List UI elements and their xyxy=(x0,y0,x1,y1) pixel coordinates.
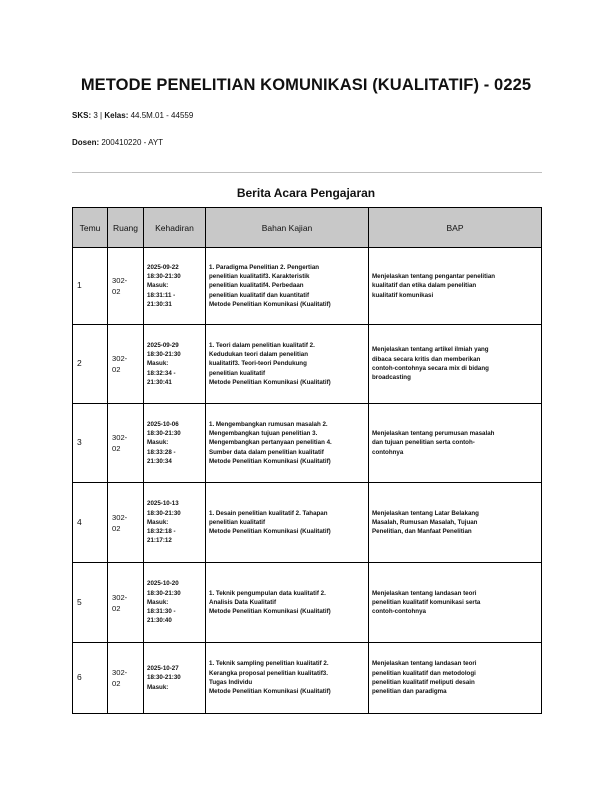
kehadiran-cell: 2025-09-22 18:30-21:30 Masuk: 18:31:11 - 21:30:31 xyxy=(144,248,206,325)
kehadiran-cell: 2025-10-06 18:30-21:30 Masuk: 18:33:28 - 21:30:34 xyxy=(144,404,206,483)
ruang-cell: 302- 02 xyxy=(108,563,144,643)
temu-cell: 6 xyxy=(73,643,108,714)
bahan-kajian-cell: 1. Teknik pengumpulan data kualitatif 2. Analisis Data Kualitatif Metode Penelitian Komunikasi (Kualitatif) xyxy=(206,563,369,643)
bap-cell: Menjelaskan tentang pengantar penelitian kualitatif dan etika dalam penelitian kualitatif komunikasi xyxy=(369,248,542,325)
table-row xyxy=(73,563,542,643)
sks-label: SKS: xyxy=(72,111,92,120)
bahan-kajian-cell: 1. Teori dalam penelitian kualitatif 2. Kedudukan teori dalam penelitian kualitatif3. Teori-teori Pendukung penelitian kualitatif Metode Penelitian Komunikasi (Kualitatif) xyxy=(206,325,369,404)
temu-cell: 2 xyxy=(73,325,108,404)
kelas-value: 44.5M.01 - 44559 xyxy=(130,111,194,120)
temu-cell: 3 xyxy=(73,404,108,483)
table-row xyxy=(73,248,542,325)
ruang-cell: 302- 02 xyxy=(108,404,144,483)
bap-cell: Menjelaskan tentang artikel ilmiah yang dibaca secara kritis dan memberikan contoh-contohnya secara mix di bidang broadcasting xyxy=(369,325,542,404)
ruang-cell: 302- 02 xyxy=(108,325,144,404)
sks-value: 3 | xyxy=(93,111,105,120)
ruang-cell: 302- 02 xyxy=(108,248,144,325)
kehadiran-cell: 2025-10-13 18:30-21:30 Masuk: 18:32:18 - 21:17:12 xyxy=(144,483,206,563)
header-kehadiran: Kehadiran xyxy=(144,208,206,248)
table-row xyxy=(73,404,542,483)
table-row xyxy=(73,483,542,563)
header-temu: Temu xyxy=(73,208,108,248)
ruang-cell: 302- 02 xyxy=(108,483,144,563)
bap-cell: Menjelaskan tentang landasan teori penelitian kualitatif komunikasi serta contoh-contohnya xyxy=(369,563,542,643)
kehadiran-cell: 2025-10-20 18:30-21:30 Masuk: 18:31:30 - 21:30:40 xyxy=(144,563,206,643)
course-meta xyxy=(72,111,193,120)
kelas-label: Kelas: xyxy=(104,111,129,120)
bahan-kajian-cell: 1. Teknik sampling penelitian kualitatif 2. Kerangka proposal penelitian kualitatif3. Tugas Individu Metode Penelitian Komunikasi (Kualitatif) xyxy=(206,643,369,714)
bahan-kajian-cell: 1. Paradigma Penelitian 2. Pengertian penelitian kualitatif3. Karakteristik penelitian kualitatif4. Perbedaan penelitian kualitatif dan kuantitatif Metode Penelitian Komunikasi (Kualitatif) xyxy=(206,248,369,325)
dosen-label: Dosen: xyxy=(72,138,100,147)
kehadiran-cell: 2025-09-29 18:30-21:30 Masuk: 18:32:34 - 21:30:41 xyxy=(144,325,206,404)
dosen-value: 200410220 - AYT xyxy=(101,138,164,147)
table-row xyxy=(73,325,542,404)
temu-cell: 4 xyxy=(73,483,108,563)
section-title: Berita Acara Pengajaran xyxy=(236,186,376,200)
bap-cell: Menjelaskan tentang landasan teori penelitian kualitatif dan metodologi penelitian kualitatif meliputi desain penelitian dan paradigma xyxy=(369,643,542,714)
bap-cell: Menjelaskan tentang Latar Belakang Masalah, Rumusan Masalah, Tujuan Penelitian, dan Manfaat Penelitian xyxy=(369,483,542,563)
page-title: METODE PENELITIAN KOMUNIKASI (KUALITATIF) - 0225 xyxy=(80,76,532,94)
header-bap: BAP xyxy=(369,208,542,248)
kehadiran-cell: 2025-10-27 18:30-21:30 Masuk: xyxy=(144,643,206,714)
temu-cell: 1 xyxy=(73,248,108,325)
teaching-record-table xyxy=(72,207,542,714)
bahan-kajian-cell: 1. Desain penelitian kualitatif 2. Tahapan penelitian kualitatif Metode Penelitian Komunikasi (Kualitatif) xyxy=(206,483,369,563)
header-bahan-kajian: Bahan Kajian xyxy=(206,208,369,248)
table-row xyxy=(73,643,542,714)
temu-cell: 5 xyxy=(73,563,108,643)
bap-cell: Menjelaskan tentang perumusan masalah dan tujuan penelitian serta contoh- contohnya xyxy=(369,404,542,483)
lecturer-meta xyxy=(72,138,163,147)
table-header-row xyxy=(73,208,542,248)
divider xyxy=(72,172,542,173)
header-ruang: Ruang xyxy=(108,208,144,248)
bahan-kajian-cell: 1. Mengembangkan rumusan masalah 2. Mengembangkan tujuan penelitian 3. Mengembangkan pertanyaan penelitian 4. Sumber data dalam penelitian kualitatif Metode Penelitian Komunikasi (Kualitatif) xyxy=(206,404,369,483)
ruang-cell: 302- 02 xyxy=(108,643,144,714)
